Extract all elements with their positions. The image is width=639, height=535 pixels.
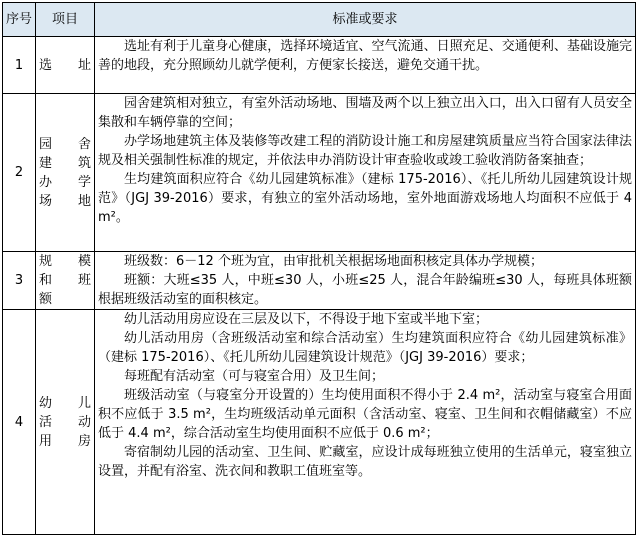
requirement-paragraph: 办学场地建筑主体及装修等改建工程的消防设计施工和房屋建筑质量应当符合国家法律法规及相关强制性标准的规定，并依法申办消防设计审查验收或竣工验收消防备案抽查； bbox=[98, 134, 632, 168]
row-item-line: 园 舍 bbox=[39, 136, 91, 152]
requirement-paragraph: 班级数：6－12 个班为宜，由审批机关根据场地面积核定具体办学规模； bbox=[124, 254, 543, 269]
row-requirements bbox=[95, 37, 636, 94]
row-item-line: 场地 bbox=[39, 193, 91, 209]
row-number: 4 bbox=[3, 310, 36, 535]
requirement-paragraph: 园舍建筑相对独立，有室外活动场地、围墙及两个以上独立出入口，出入口留有人员安全集散和车辆停靠的空间； bbox=[98, 96, 632, 130]
requirement-paragraph: 幼儿活动用房应设在三层及以下，不得设于地下室或半地下室； bbox=[124, 312, 489, 327]
row-item-line: 额 bbox=[39, 292, 53, 307]
table-row bbox=[3, 94, 636, 252]
requirement-paragraph: 寄宿制幼儿园的活动室、卫生间、贮藏室，应设计成每班独立使用的生活单元，寝室独立设置，并配有浴室、洗衣间和教职工值班室等。 bbox=[98, 445, 632, 479]
row-item-line: 和 班 bbox=[39, 273, 91, 288]
table-row bbox=[3, 252, 636, 310]
header-item: 项目 bbox=[36, 3, 95, 37]
table-header bbox=[3, 3, 636, 37]
standards-table bbox=[2, 2, 636, 535]
row-item-line: 活 动 bbox=[39, 414, 91, 430]
table-row bbox=[3, 310, 636, 535]
requirement-paragraph: 每班配有活动室（可与寝室合用）及卫生间； bbox=[124, 369, 385, 384]
requirement-paragraph: 幼儿活动用房（含班级活动室和综合活动室）生均建筑面积应符合《幼儿园建筑标准》（建标 175-2016）、《托儿所幼儿园建筑设计规范》（JGJ 39-2016）要求； bbox=[98, 331, 632, 365]
header-requirements: 标准或要求 bbox=[95, 3, 636, 37]
row-number: 1 bbox=[3, 37, 36, 94]
row-item bbox=[36, 252, 95, 310]
row-number: 2 bbox=[3, 94, 36, 252]
row-item-line: 规 模 bbox=[39, 254, 91, 269]
row-item bbox=[36, 310, 95, 535]
requirement-paragraph: 班级活动室（与寝室分开设置的）生均使用面积不得小于 2.4 m²，活动室与寝室合用面积不应低于 3.5 m²，生均班级活动单元面积（含活动室、寝室、卫生间和衣帽储藏室）不应低于 4.4 m²，综合活动室生均使用面积不应低于 0.6 m²； bbox=[98, 388, 632, 441]
row-requirements bbox=[95, 252, 636, 310]
requirement-paragraph: 班额：大班≤35 人，中班≤30 人，小班≤25 人，混合年龄编班≤30 人，每班具体班额根据班级活动室的面积核定。 bbox=[98, 273, 632, 307]
row-item-line: 选址 bbox=[39, 57, 91, 73]
requirement-paragraph: 选址有利于儿童身心健康，选择环境适宜、空气流通、日照充足、交通便利、基础设施完善的地段，充分照顾幼儿就学便利，方便家长接送，避免交通干扰。 bbox=[98, 39, 632, 73]
requirement-paragraph: 生均建筑面积应符合《幼儿园建筑标准》（建标 175-2016）、《托儿所幼儿园建筑设计规范》（JGJ 39-2016）要求，有独立的室外活动场地，室外地面游戏场地人均面积不应低于 4 m²。 bbox=[98, 172, 632, 225]
row-item bbox=[36, 94, 95, 252]
row-item-line: 建 筑 bbox=[39, 155, 91, 171]
table-row bbox=[3, 37, 636, 94]
row-requirements bbox=[95, 310, 636, 535]
row-item-line: 幼 儿 bbox=[39, 395, 91, 411]
row-number: 3 bbox=[3, 252, 36, 310]
row-item bbox=[36, 37, 95, 94]
row-requirements bbox=[95, 94, 636, 252]
row-item-line: 用房 bbox=[39, 433, 91, 449]
header-number: 序号 bbox=[3, 3, 36, 37]
row-item-line: 办 学 bbox=[39, 174, 91, 190]
